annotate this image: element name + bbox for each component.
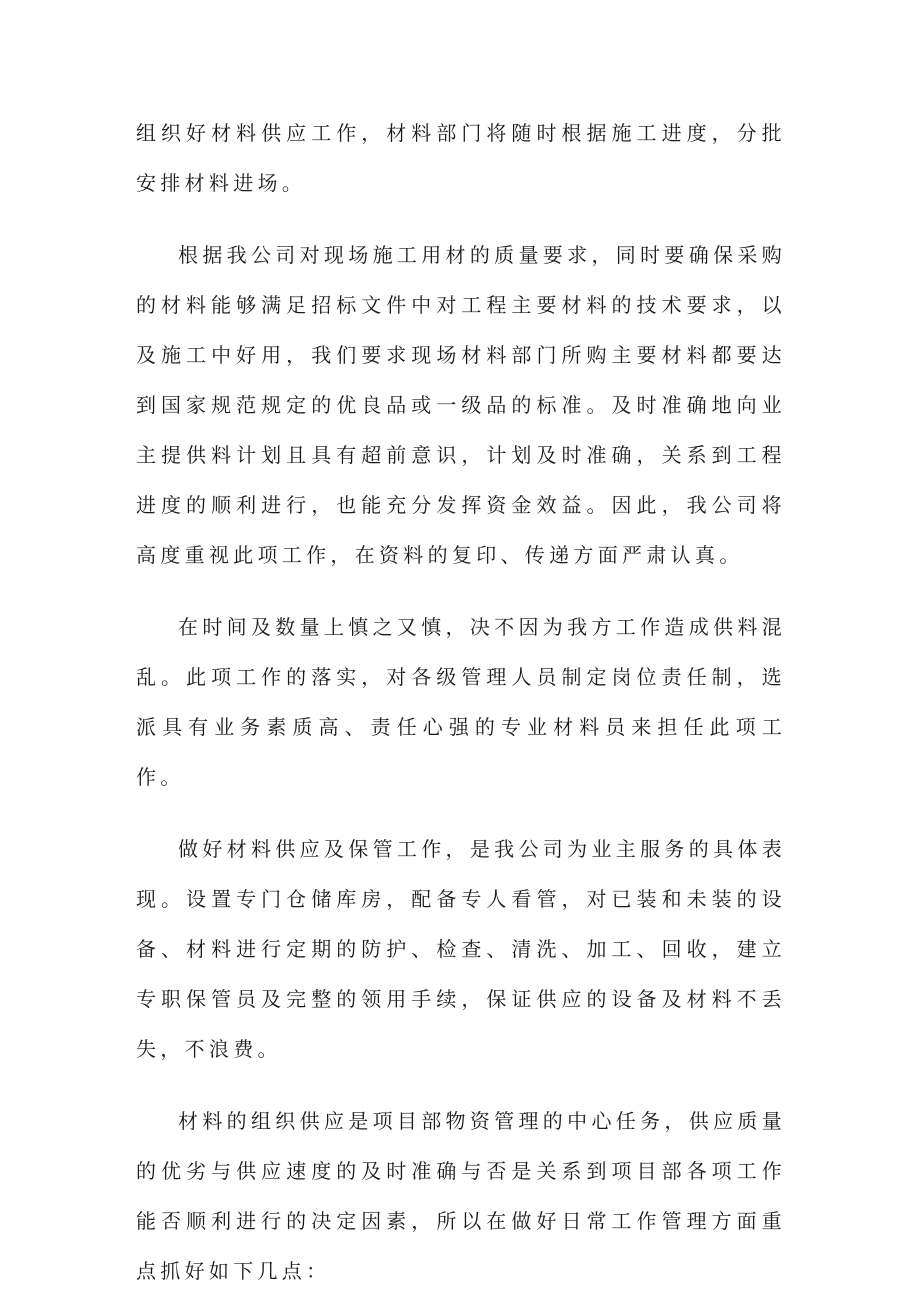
- paragraph-5: 材料的组织供应是项目部物资管理的中心任务，供应质量的优劣与供应速度的及时准确与否是关系到项目部各项工作能否顺利进行的决定因素，所以在做好日常工作管理方面重点抓好如下几点：: [136, 1109, 786, 1283]
- paragraph-3: 在时间及数量上慎之又慎，决不因为我方工作造成供料混乱。此项工作的落实，对各级管理人员制定岗位责任制，选派具有业务素质高、责任心强的专业材料员来担任此项工作。: [136, 615, 786, 789]
- paragraph-2: 根据我公司对现场施工用材的质量要求，同时要确保采购的材料能够满足招标文件中对工程主要材料的技术要求，以及施工中好用，我们要求现场材料部门所购主要材料都要达到国家规范规定的优良品或一级品的标准。及时准确地向业主提供料计划且具有超前意识，计划及时准确，关系到工程进度的顺利进行，也能充分发挥资金效益。因此，我公司将高度重视此项工作，在资料的复印、传递方面严肃认真。: [136, 243, 786, 567]
- paragraph-1: 组织好材料供应工作，材料部门将随时根据施工进度，分批安排材料进场。: [136, 121, 786, 195]
- paragraph-4: 做好材料供应及保管工作，是我公司为业主服务的具体表现。设置专门仓储库房，配备专人看管，对已装和未装的设备、材料进行定期的防护、检查、清洗、加工、回收，建立专职保管员及完整的领用手续，保证供应的设备及材料不丢失，不浪费。: [136, 837, 786, 1061]
